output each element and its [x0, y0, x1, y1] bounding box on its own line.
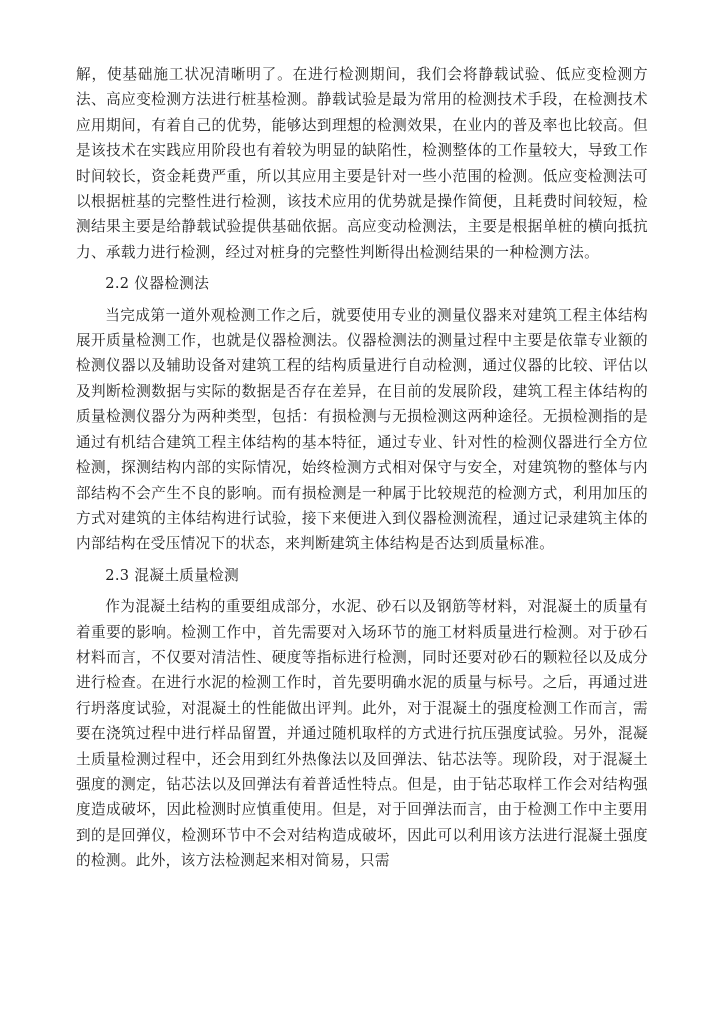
paragraph-concrete-testing: 作为混凝土结构的重要组成部分，水泥、砂石以及钢筋等材料，对混凝土的质量有着重要的影响。检测工作中，首先需要对入场环节的施工材料质量进行检测。对于砂石材料而言，不仅要对清洁性、硬度等指标进行检测，同时还要对砂石的颗粒径以及成分进行检查。在进行水泥的检测工作时，首先要明确水泥的质量与标号。之后，再通过进行坍落度试验，对混凝土的性能做出评判。此外，对于混凝土的强度检测工作而言，需要在浇筑过程中进行样品留置，并通过随机取样的方式进行抗压强度试验。另外，混凝土质量检测过程中，还会用到红外热像法以及回弹法、钻芯法等。现阶段，对于混凝土强度的测定，钻芯法以及回弹法有着普适性特点。但是，由于钻芯取样工作会对结构强度造成破坏，因此检测时应慎重使用。但是，对于回弹法而言，由于检测工作中主要用到的是回弹仪，检测环节中不会对结构造成破坏，因此可以利用该方法进行混凝土强度的检测。此外，该方法检测起来相对简易，只需 [76, 598, 648, 870]
section-heading-instrument-testing: 2.2 仪器检测法 [105, 275, 210, 293]
section-heading-concrete-testing: 2.3 混凝土质量检测 [105, 566, 240, 584]
paragraph-instrument-testing: 当完成第一道外观检测工作之后，就要使用专业的测量仪器来对建筑工程主体结构展开质量检测工作，也就是仪器检测法。仪器检测法的测量过程中主要是依靠专业额的检测仪器以及辅助设备对建筑工程的结构质量进行自动检测，通过仪器的比较、评估以及判断检测数据与实际的数据是否存在差异，在目前的发展阶段，建筑工程主体结构的质量检测仪器分为两种类型，包括：有损检测与无损检测这两种途径。无损检测指的是通过有机结合建筑工程主体结构的基本特征，通过专业、针对性的检测仪器进行全方位检测，探测结构内部的实际情况，始终检测方式相对保守与安全，对建筑物的整体与内部结构不会产生不良的影响。而有损检测是一种属于比较规范的检测方式，利用加压的方式对建筑的主体结构进行试验，接下来便进入到仪器检测流程，通过记录建筑主体的内部结构在受压情况下的状态，来判断建筑主体结构是否达到质量标准。 [76, 306, 648, 553]
paragraph-pile-testing: 解，使基础施工状况清晰明了。在进行检测期间，我们会将静载试验、低应变检测方法、高应变检测方法进行桩基检测。静载试验是最为常用的检测技术手段，在检测技术应用期间，有着自己的优势，能够达到理想的检测效果，在业内的普及率也比较高。但是该技术在实践应用阶段也有着较为明显的缺陷性，检测整体的工作量较大，导致工作时间较长，资金耗费严重，所以其应用主要是针对一些小范围的检测。低应变检测法可以根据桩基的完整性进行检测，该技术应用的优势就是操作简便，且耗费时间较短，检测结果主要是给静载试验提供基础依据。高应变动检测法，主要是根据单桩的横向抵抗力、承载力进行检测，经过对桩身的完整性判断得出检测结果的一种检测方法。 [76, 66, 648, 261]
document-body [76, 62, 648, 874]
